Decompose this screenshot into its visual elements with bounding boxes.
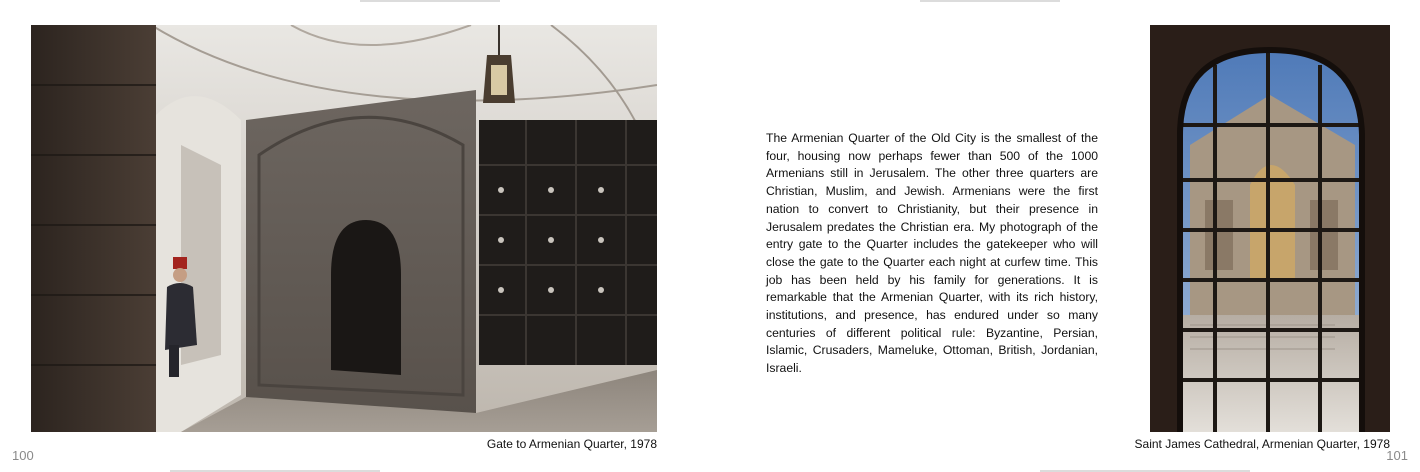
gate-photo-illustration xyxy=(31,25,657,432)
page-number-right: 101 xyxy=(1386,448,1408,463)
gate-photograph xyxy=(31,25,657,432)
top-edge-shadow-right xyxy=(920,0,1060,2)
cathedral-photograph xyxy=(1150,25,1390,432)
top-edge-shadow-left xyxy=(360,0,500,2)
body-paragraph: The Armenian Quarter of the Old City is the smallest of the four, housing now perhaps fewer than 500 of the 1000 Armenians still in Jerusalem. The other three quarters are Christian, Muslim, and Jewish. Armenians were the first nation to convert to Christianity, but their presence in Jerusalem predates the Christian era. My photograph of the entry gate to the Quarter includes the gatekeeper who will close the gate to the Quarter each night at curfew time. This job has been held by his family for generations. It is remarkable that the Armenian Quarter, with its rich history, institutions, and presence, has endured under so many centuries of different political rule: Byzantine, Persian, Islamic, Crusaders, Mameluke, Ottoman, British, Jordanian, Israeli. xyxy=(766,131,1098,376)
cathedral-photo-caption: Saint James Cathedral, Armenian Quarter, 1978 xyxy=(1134,437,1390,451)
gate-photo-caption: Gate to Armenian Quarter, 1978 xyxy=(486,437,657,451)
cathedral-photo-illustration xyxy=(1150,25,1390,432)
page-number-left: 100 xyxy=(12,448,34,463)
